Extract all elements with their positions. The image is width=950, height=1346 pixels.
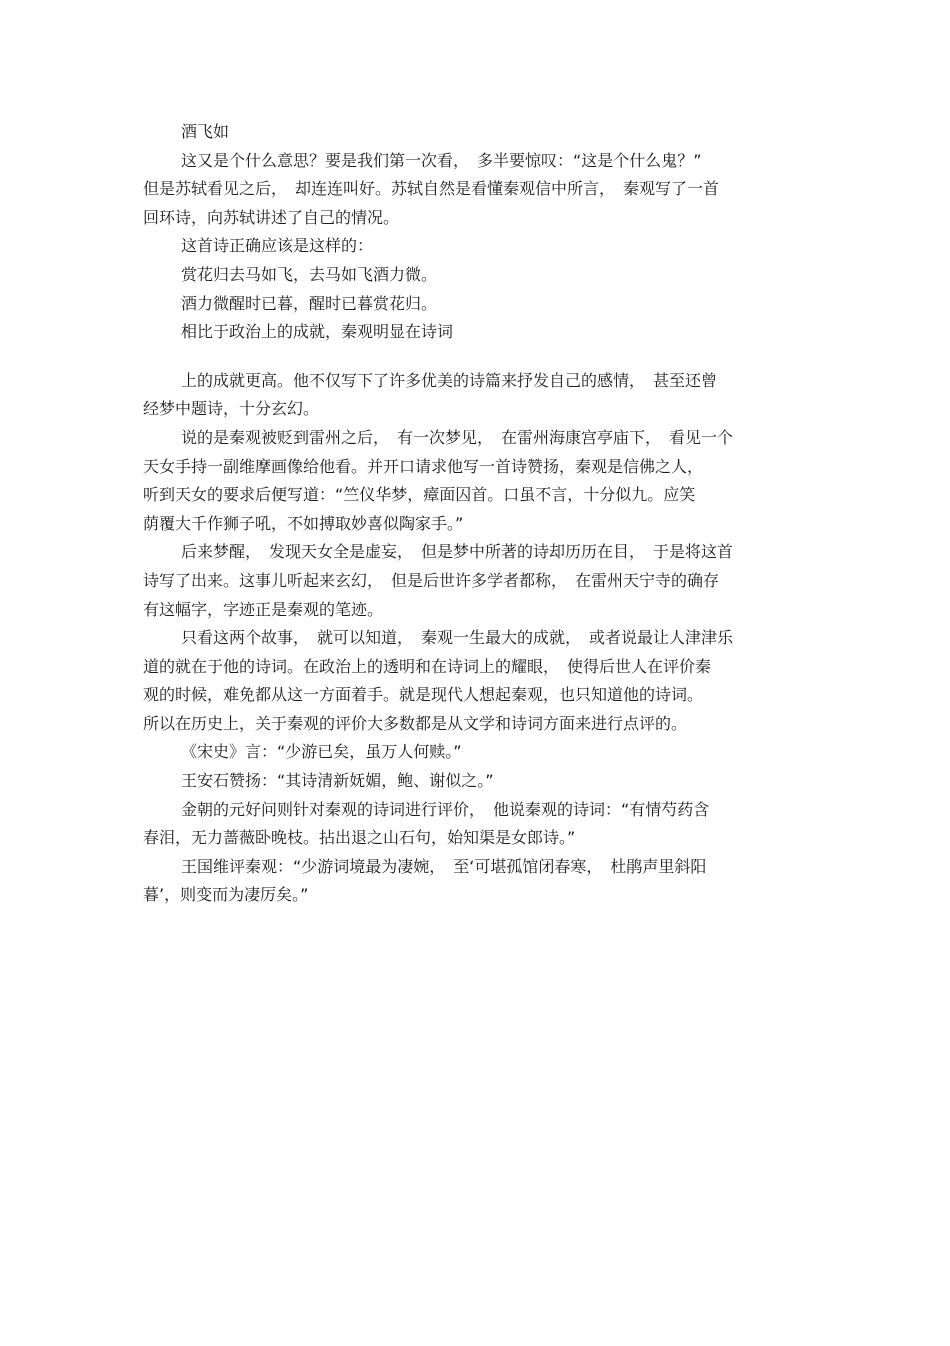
- text-line: 经梦中题诗，十分玄幻。: [143, 399, 320, 419]
- text-line: 赏花归去马如飞，去马如飞酒力微。: [181, 264, 438, 284]
- text-line: 酒飞如: [181, 122, 230, 141]
- text-block-top: [143, 118, 808, 347]
- text-line: 观的时候，难免都从这一方面着手。就是现代人想起秦观，也只知道他的诗词。: [143, 685, 704, 705]
- text-line: 听到天女的要求后便写道：“竺仪华梦，瘴面囚首。口虽不言，十分似九。应笑: [143, 485, 696, 505]
- text-line: 这又是个什么意思？要是我们第一次看， 多半要惊叹：“这是个什么鬼？”: [181, 150, 702, 170]
- text-line: 后来梦醒， 发现天女全是虚妄， 但是梦中所著的诗却历历在目， 于是将这首: [181, 542, 734, 562]
- paragraph-gap: [143, 347, 808, 367]
- text-line: 暮’，则变而为凄厉矣。”: [143, 885, 309, 905]
- text-line: 这首诗正确应该是这样的：: [181, 236, 374, 256]
- text-line: 诗写了出来。这事儿听起来玄幻， 但是后世许多学者都称， 在雷州天宁寺的确存: [143, 570, 720, 590]
- text-block-bottom: [143, 367, 808, 910]
- text-line: 只看这两个故事， 就可以知道， 秦观一生最大的成就， 或者说最让人津津乐: [181, 628, 734, 648]
- text-line: 酒力微醒时已暮，醒时已暮赏花归。: [181, 293, 438, 313]
- document-page: [143, 118, 808, 910]
- text-line: 金朝的元好问则针对秦观的诗词进行评价， 他说秦观的诗词：“有情芍药含: [181, 799, 710, 819]
- text-line: 有这幅字，字迹正是秦观的笔迹。: [143, 599, 384, 619]
- text-line: 道的就在于他的诗词。在政治上的透明和在诗词上的耀眼， 使得后世人在评价秦: [143, 656, 712, 676]
- text-line: 但是苏轼看见之后， 却连连叫好。苏轼自然是看懂秦观信中所言， 秦观写了一首: [143, 179, 720, 199]
- text-line: 上的成就更高。他不仅写下了许多优美的诗篇来抒发自己的感情， 甚至还曾: [181, 370, 718, 390]
- text-line: 说的是秦观被贬到雷州之后， 有一次梦见， 在雷州海康宫亭庙下， 看见一个: [181, 427, 734, 447]
- text-line: 荫覆大千作狮子吼，不如搏取妙喜似陶家手。”: [143, 513, 464, 533]
- text-line: 王安石赞扬：“其诗清新妩媚，鲍、谢似之。”: [181, 771, 494, 791]
- text-line: 《宋史》言：“少游已矣，虽万人何赎。”: [181, 742, 462, 762]
- text-line: 王国维评秦观：“少游词境最为凄婉， 至‘可堪孤馆闭春寒， 杜鹃声里斜阳: [181, 856, 707, 876]
- text-line: 春泪，无力蔷薇卧晚枝。拈出退之山石句，始知渠是女郎诗。”: [143, 828, 576, 848]
- text-line: 所以在历史上，关于秦观的评价大多数都是从文学和诗词方面来进行点评的。: [143, 713, 688, 733]
- text-line: 相比于政治上的成就，秦观明显在诗词: [181, 322, 454, 342]
- text-line: 回环诗，向苏轼讲述了自己的情况。: [143, 207, 400, 227]
- text-line: 天女手持一副维摩画像给他看。并开口请求他写一首诗赞扬，秦观是信佛之人，: [143, 456, 704, 476]
